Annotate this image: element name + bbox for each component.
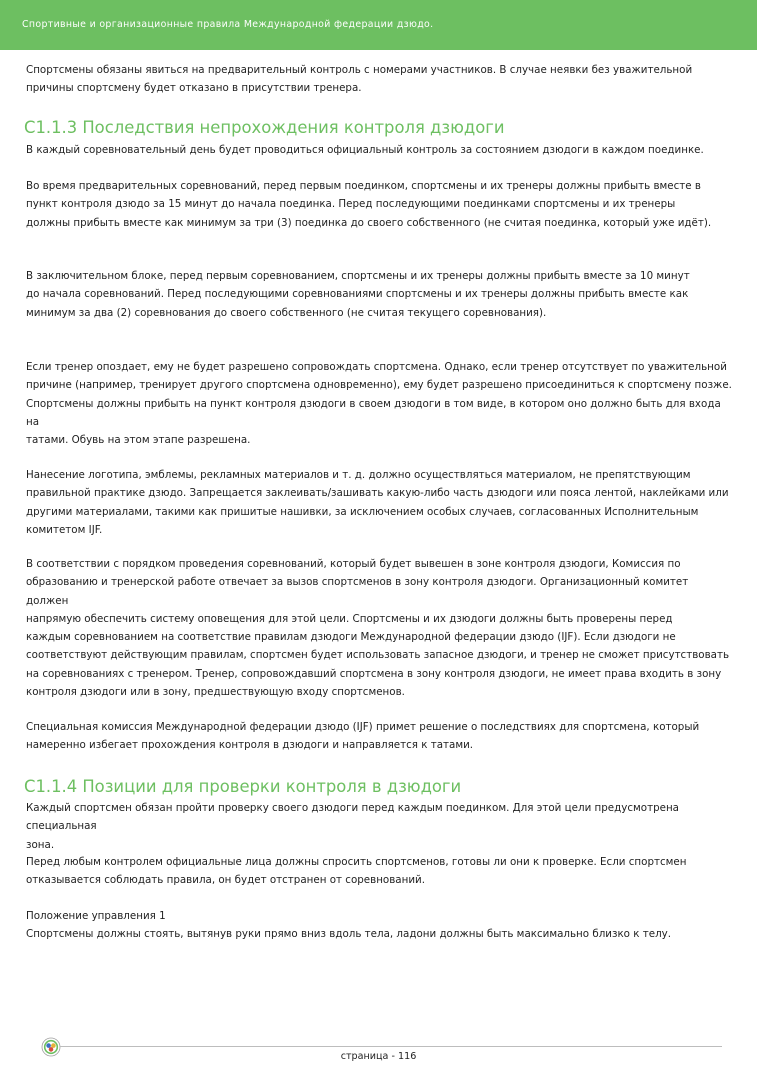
section-heading-c114: C1.1.4 Позиции для проверки контроля в дзюдоги [24, 777, 462, 796]
paragraph-2: Во время предварительных соревнований, перед первым поединком, спортсмены и их тренеры должны прибыть вместе в пункт контроля дзюдо за 15 минут до начала поединка. Перед последующими поединками спортсмены и их тренеры должны прибыть вместе как минимум за три (3) поединка до своего собственного (не считая поединка, который уже идёт). [26, 180, 712, 229]
paragraph-5: Нанесение логотипа, эмблемы, рекламных материалов и т. д. должно осуществляться материалом, не препятствующим правильной практике дзюдо. Запрещается заклеивать/зашивать какую-либо часть дзюдоги или пояса лентой, наклейками или другими материалами, такими как пришитые нашивки, за исключением особых случаев, согласованных Исполнительным комитетом IJF. [26, 469, 729, 536]
paragraph-10: Положение управления 1 [26, 910, 166, 922]
footer-rule [60, 1046, 722, 1047]
paragraph-11: Спортсмены должны стоять, вытянув руки прямо вниз вдоль тела, ладони должны быть максимально близко к телу. [26, 928, 672, 940]
header-band [0, 0, 757, 50]
paragraph-4: Если тренер опоздает, ему не будет разрешено сопровождать спортсмена. Однако, если тренер отсутствует по уважительной причине (например, тренирует другого спортсмена одновременно), ему будет разрешено присоединиться к спортсмену позже. Спортсмены должны прибыть на пункт контроля дзюдоги в своем дзюдоги в том виде, в котором оно должно быть для входа на татами. Обувь на этом этапе разрешена. [26, 361, 732, 447]
paragraph-9: Перед любым контролем официальные лица должны спросить спортсменов, готовы ли они к проверке. Если спортсмен отказывается соблюдать правила, он будет отстранен от соревнований. [26, 856, 687, 887]
paragraph-1: В каждый соревновательный день будет проводиться официальный контроль за состоянием дзюдоги в каждом поединке. [26, 144, 704, 156]
running-header: Спортивные и организационные правила Международной федерации дзюдо. [22, 19, 434, 30]
paragraph-intro: Спортсмены обязаны явиться на предварительный контроль с номерами участников. В случае неявки без уважительной причины спортсмену будет отказано в присутствии тренера. [26, 64, 693, 95]
page-number: страница - 116 [340, 1051, 417, 1062]
paragraph-3: В заключительном блоке, перед первым соревнованием, спортсмены и их тренеры должны прибыть вместе за 10 минут до начала соревнований. Перед последующими соревнованиями спортсмены и их тренеры должны прибыть вместе как минимум за два (2) соревнования до своего собственного (не считая текущего соревнования). [26, 270, 690, 319]
section-heading-c113: C1.1.3 Последствия непрохождения контроля дзюдоги [24, 118, 505, 137]
paragraph-6: В соответствии с порядком проведения соревнований, который будет вывешен в зоне контроля дзюдоги, Комиссия по образованию и тренерской работе отвечает за вызов спортсменов в зону контроля дзюдоги. Организационный комитет должен напрямую обеспечить систему оповещения для этой цели. Спортсмены и их дзюдоги должны быть проверены перед каждым соревнованием на соответствие правилам дзюдоги Международной федерации дзюдо (IJF). Если дзюдоги не соответствуют действующим правилам, спортсмен будет использовать запасное дзюдоги, и тренер не сможет присутствовать на соревнованиях с тренером. Тренер, сопровождавший спортсмена в зону контроля дзюдоги, не имеет права входить в зону контроля дзюдоги или в зону, предшествующую входу спортсменов. [26, 558, 730, 699]
paragraph-8: Каждый спортсмен обязан пройти проверку своего дзюдоги перед каждым поединком. Для этой цели предусмотрена специальная зона. [26, 802, 679, 851]
paragraph-7: Специальная комиссия Международной федерации дзюдо (IJF) примет решение о последствиях для спортсмена, который намеренно избегает прохождения контроля в дзюдоги и направляется к татами. [26, 721, 700, 752]
